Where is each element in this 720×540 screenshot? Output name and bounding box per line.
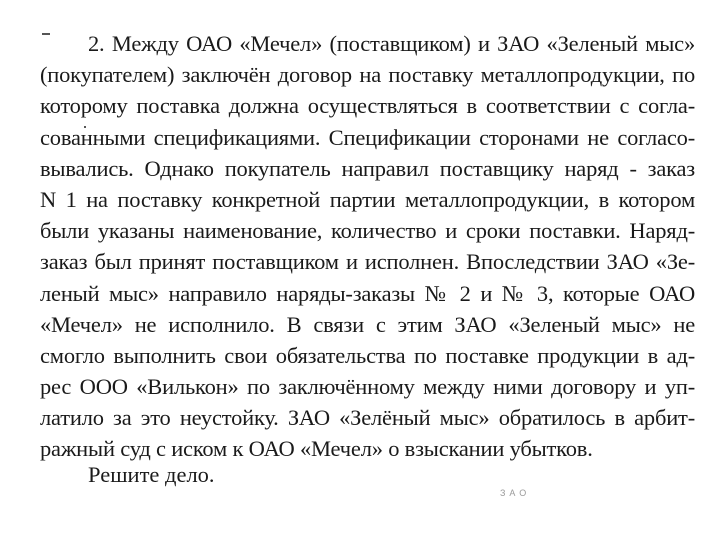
text-line: были указаны наименование, количество и сроки поставки. Наряд-	[40, 218, 695, 244]
text-line: 2. Между ОАО «Мечел» (поставщиком) и ЗАО «Зеленый мыс»	[88, 31, 695, 56]
text-line: которому поставка должна осуществляться в соответствии с согла-	[40, 93, 695, 119]
text-line: «Мечел» не исполнило. В связи с этим ЗАО «Зеленый мыс» не	[40, 311, 695, 337]
text-line: сованными спецификациями. Спецификации сторонами не согласо-	[40, 124, 695, 150]
text-line: ражный суд с иском к ОАО «Мечел» о взыскании убытков.	[40, 436, 593, 462]
text-line: N 1 на поставку конкретной партии металлопродукции, в котором	[40, 186, 695, 212]
text-line: вывались. Однако покупатель направил поставщику наряд - заказ	[40, 155, 695, 181]
task-instruction: Решите дело.	[88, 462, 215, 487]
text-line: (покупателем) заключён договор на поставку металлопродукции, по	[40, 62, 695, 88]
text-line: латило за это неустойку. ЗАО «Зелёный мыс» обратилось в арбит-	[40, 405, 695, 431]
text-line: рес ООО «Вилькон» по заключённому между ними договору и уп-	[40, 374, 695, 400]
cut-off-fragment: ЗАО	[500, 488, 531, 498]
text-line: леный мыс» направило наряды-заказы № 2 и № 3, которые ОАО	[40, 280, 695, 306]
text-line: заказ был принят поставщиком и исполнен. Впоследствии ЗАО «Зе-	[40, 249, 695, 275]
case-text	[40, 28, 695, 465]
text-line: смогло выполнить свои обязательства по поставке продукции в ад-	[40, 342, 695, 368]
